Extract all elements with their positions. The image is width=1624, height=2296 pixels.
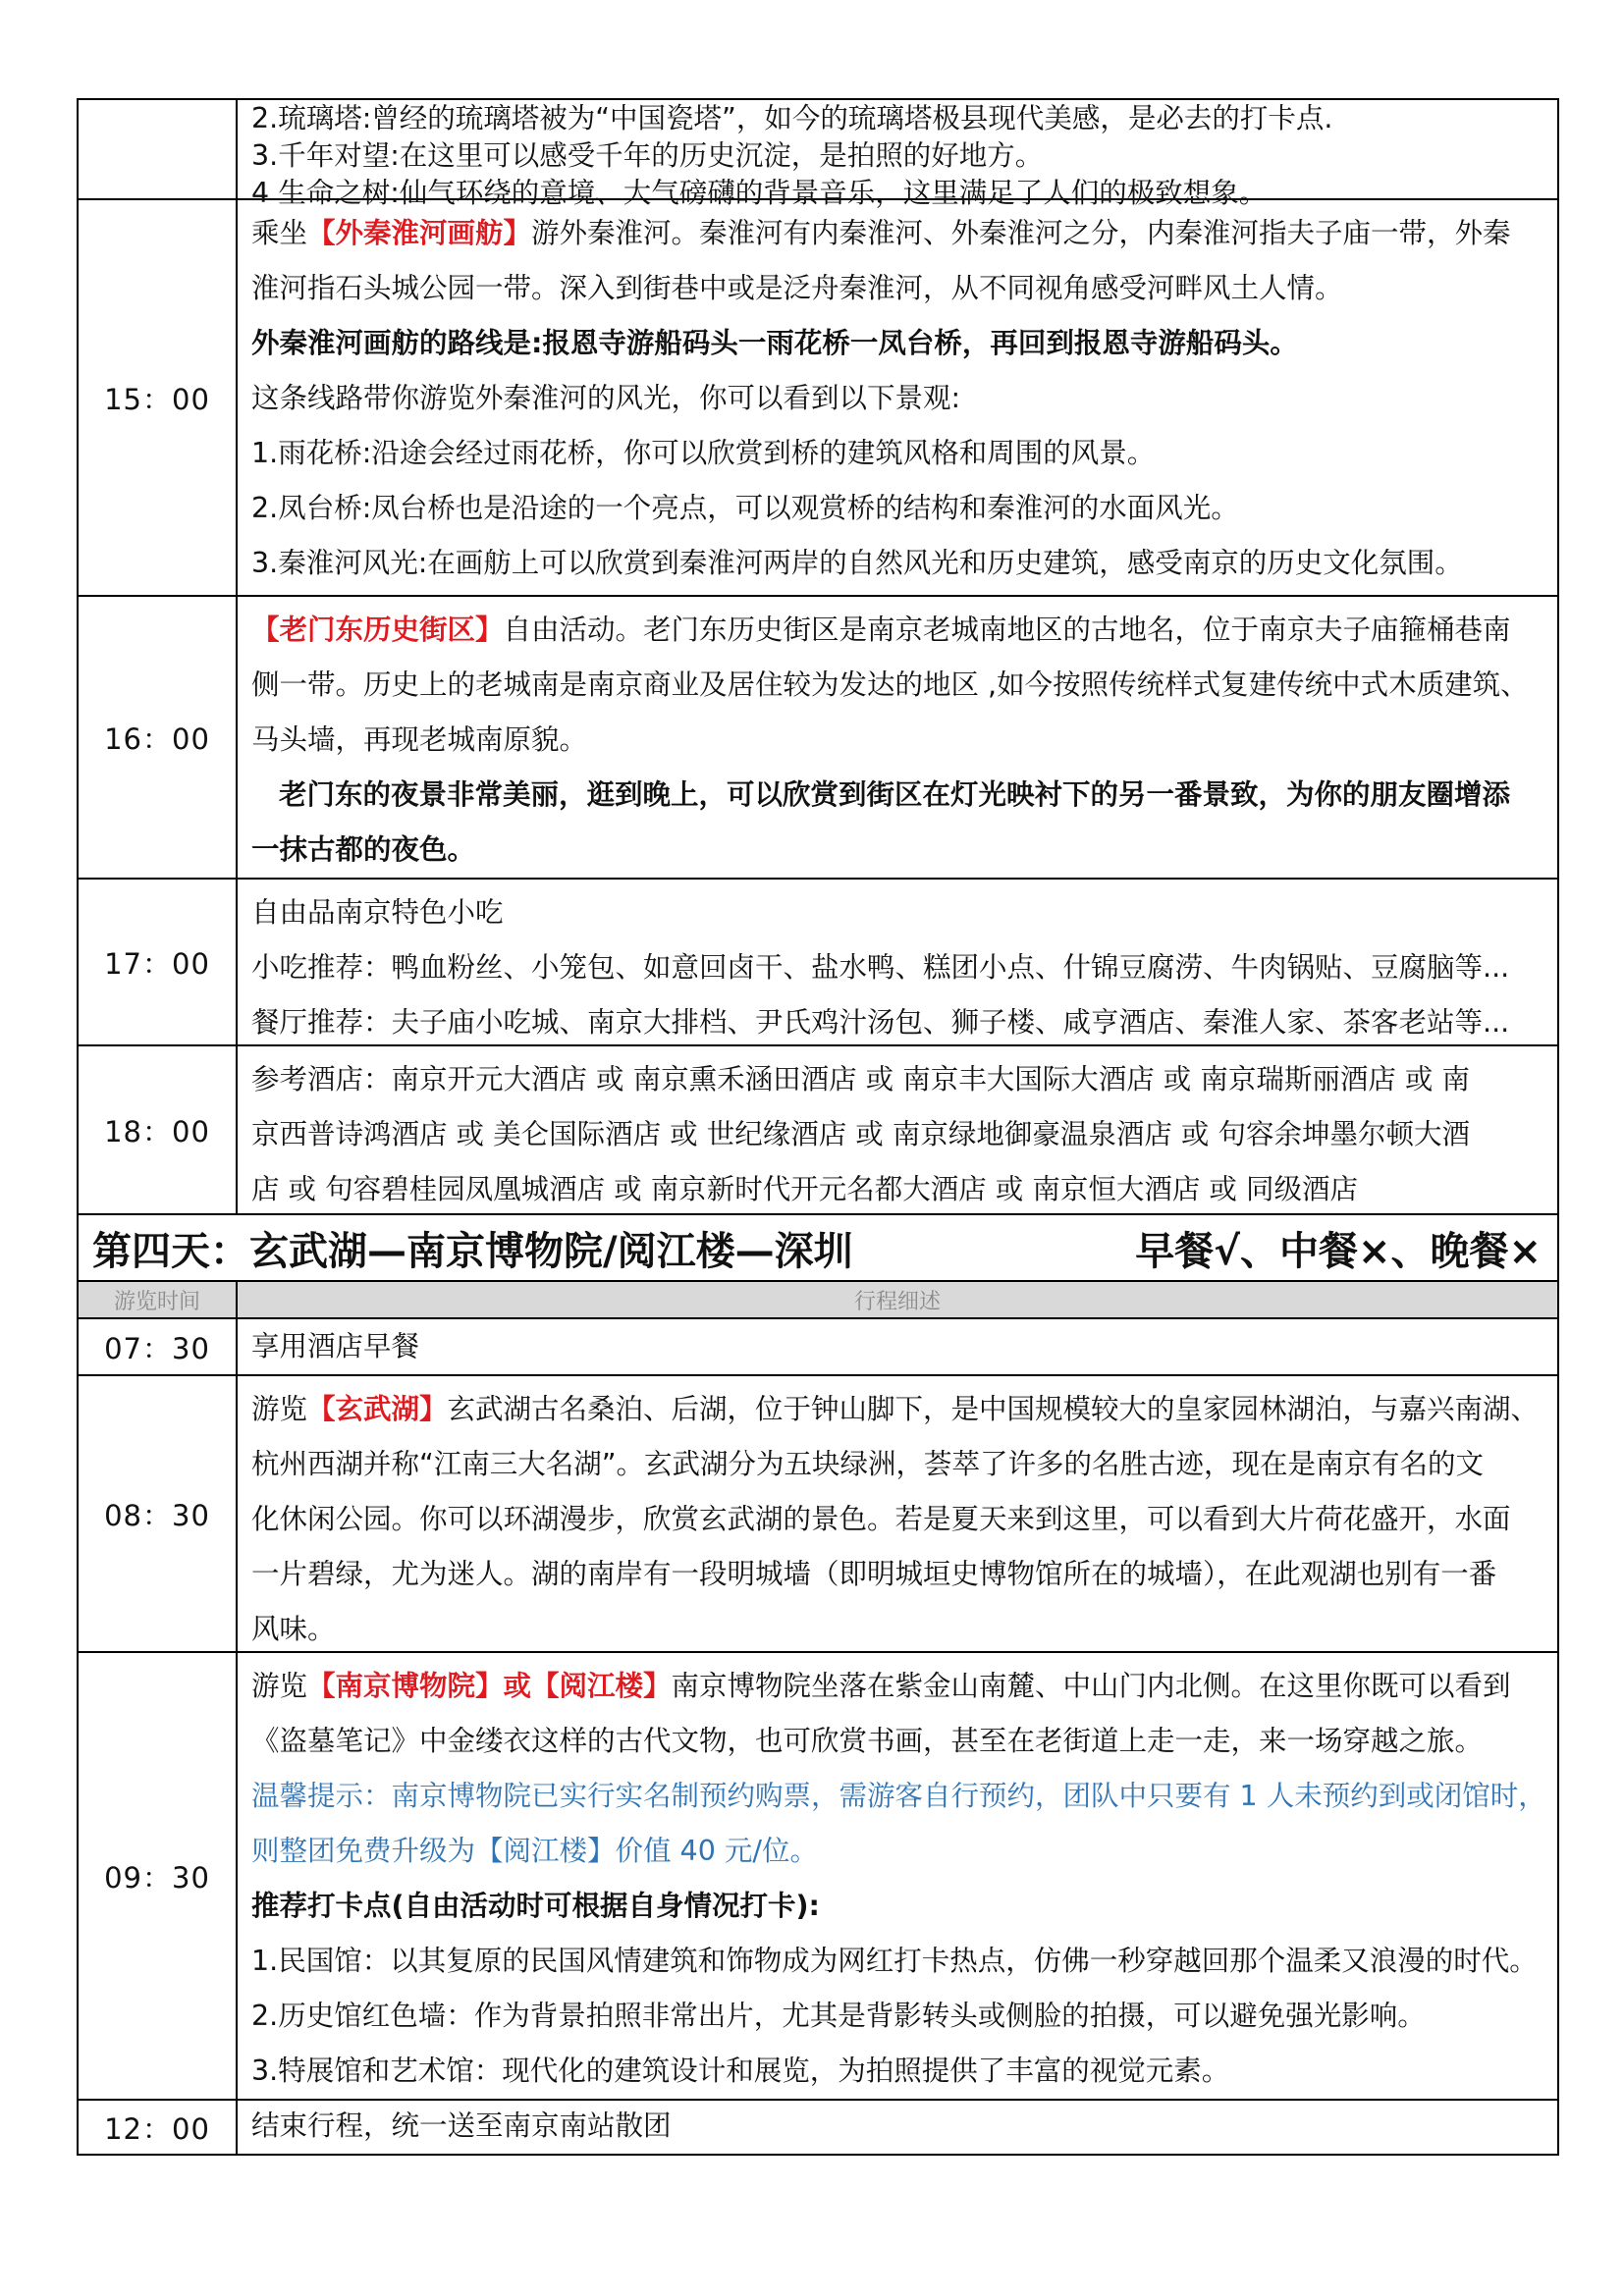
highlight-place: 【南京博物院】或【阅江楼】 — [307, 1670, 672, 1702]
table-row-0830 — [79, 1374, 1557, 1651]
text-line: 享用酒店早餐 — [251, 1330, 420, 1362]
text-line: 《盗墓笔记》中金缕衣这样的古代文物，也可欣赏书画，甚至在老街道上走一走，来一场穿越之旅。 — [251, 1725, 1484, 1757]
notice-line: 则整团免费升级为【阅江楼】价值 40 元/位。 — [251, 1835, 818, 1867]
text-line: 2.历史馆红色墙：作为背景拍照非常出片，尤其是背影转头或侧脸的拍摄，可以避免强光影响。 — [251, 2000, 1426, 2032]
desc-cell — [238, 1046, 1557, 1213]
highlight-place: 【老门东历史街区】 — [251, 614, 504, 646]
text-line: 4 生命之树:仙气环绕的意境、大气磅礴的背景音乐，这里满足了人们的极致想象。 — [251, 177, 1268, 209]
desc-cell — [238, 597, 1557, 878]
text-line: 化休闲公园。你可以环湖漫步，欣赏玄武湖的景色。若是夏天来到这里，可以看到大片荷花盛开，水面 — [251, 1503, 1511, 1535]
text-line: 店 或 句容碧桂园凤凰城酒店 或 南京新时代开元名都大酒店 或 南京恒大酒店 或 同级酒店 — [251, 1173, 1358, 1205]
column-header — [79, 1280, 1557, 1317]
column-header-time: 游览时间 — [79, 1282, 238, 1317]
text-line: 马头墙，再现老城南原貌。 — [251, 723, 588, 756]
checkin-heading: 推荐打卡点(自由活动时可根据自身情况打卡): — [251, 1890, 820, 1922]
table-row-continuation — [79, 98, 1557, 209]
time-cell — [79, 100, 238, 198]
highlight-line: 一抹古都的夜色。 — [251, 833, 476, 866]
text-line: 3.千年对望:在这里可以感受千年的历史沉淀，是拍照的好地方。 — [251, 139, 1044, 172]
time-cell: 08：30 — [79, 1376, 238, 1651]
table-row-0930 — [79, 1651, 1557, 2099]
desc-cell — [238, 880, 1557, 1044]
highlight-line: 老门东的夜景非常美丽，逛到晚上，可以欣赏到街区在灯光映衬下的另一番景致，为你的朋友圈增添 — [279, 778, 1511, 811]
text-line: 1.民国馆：以其复原的民国风情建筑和饰物成为网红打卡热点，仿佛一秒穿越回那个温柔又浪漫的时代。 — [251, 1945, 1538, 1977]
text-line: 结束行程，统一送至南京南站散团 — [251, 2109, 672, 2142]
text-line: 1.雨花桥:沿途会经过雨花桥，你可以欣赏到桥的建筑风格和周围的风景。 — [251, 437, 1156, 469]
highlight-place: 【玄武湖】 — [307, 1393, 448, 1425]
text-line: 2.琉璃塔:曾经的琉璃塔被为“中国瓷塔”，如今的琉璃塔极县现代美感，是必去的打卡点. — [251, 102, 1333, 134]
itinerary-table — [77, 98, 1559, 2156]
time-cell: 17：00 — [79, 880, 238, 1044]
text-line: 侧一带。历史上的老城南是南京商业及居住较为发达的地区 ,如今按照传统样式复建传统中式木质建筑、 — [251, 668, 1529, 701]
table-row-1700 — [79, 878, 1557, 1044]
desc-cell — [238, 200, 1557, 595]
table-row-1200 — [79, 2099, 1557, 2154]
column-header-desc: 行程细述 — [853, 1289, 941, 1314]
desc-cell — [238, 1653, 1557, 2099]
route-line: 外秦淮河画舫的路线是:报恩寺游船码头一雨花桥一凤台桥，再回到报恩寺游船码头。 — [251, 327, 1298, 359]
text-line: 游览【玄武湖】玄武湖古名桑泊、后湖，位于钟山脚下，是中国规模较大的皇家园林湖泊，与嘉兴南湖、 — [251, 1393, 1540, 1425]
text-line: 参考酒店：南京开元大酒店 或 南京熏禾涵田酒店 或 南京丰大国际大酒店 或 南京瑞斯丽酒店 或 南 — [251, 1063, 1470, 1095]
text-line: 【老门东历史街区】自由活动。老门东历史街区是南京老城南地区的古地名，位于南京夫子庙箍桶巷南 — [251, 614, 1511, 646]
text-line: 游览【南京博物院】或【阅江楼】南京博物院坐落在紫金山南麓、中山门内北侧。在这里你既可以看到 — [251, 1670, 1511, 1702]
meal-info: 早餐√、中餐×、晚餐× — [1135, 1228, 1542, 1274]
text-line: 餐厅推荐：夫子庙小吃城、南京大排档、尹氏鸡汁汤包、狮子楼、咸亨酒店、秦淮人家、茶客老站等... — [251, 1006, 1510, 1039]
text-line: 3.秦淮河风光:在画舫上可以欣赏到秦淮河两岸的自然风光和历史建筑，感受南京的历史文化氛围。 — [251, 547, 1463, 579]
text-line: 小吃推荐：鸭血粉丝、小笼包、如意回卤干、盐水鸭、糕团小点、什锦豆腐涝、牛肉锅贴、豆腐脑等... — [251, 951, 1510, 984]
time-cell: 18：00 — [79, 1046, 238, 1213]
table-row-1500 — [79, 198, 1557, 595]
text-line: 杭州西湖并称“江南三大名湖”。玄武湖分为五块绿洲，荟萃了许多的名胜古迹，现在是南京有名的文 — [251, 1448, 1485, 1480]
text-line: 乘坐【外秦淮河画舫】游外秦淮河。秦淮河有内秦淮河、外秦淮河之分，内秦淮河指夫子庙一带，外秦 — [251, 217, 1511, 249]
notice-line: 温馨提示：南京博物院已实行实名制预约购票，需游客自行预约，团队中只要有 1 人未预约到或闭馆时， — [251, 1780, 1546, 1812]
text-line: 自由品南京特色小吃 — [251, 896, 504, 929]
table-row-0730 — [79, 1317, 1557, 1374]
text-line: 风味。 — [251, 1613, 336, 1645]
table-row-1800 — [79, 1044, 1557, 1213]
text-line: 淮河指石头城公园一带。深入到街巷中或是泛舟秦淮河，从不同视角感受河畔风土人情。 — [251, 272, 1343, 304]
text-line: 3.特展馆和艺术馆：现代化的建筑设计和展览，为拍照提供了丰富的视觉元素。 — [251, 2055, 1230, 2087]
table-row-1600 — [79, 595, 1557, 878]
time-cell: 15：00 — [79, 200, 238, 595]
text-line: 这条线路带你游览外秦淮河的风光，你可以看到以下景观: — [251, 382, 961, 414]
text-line: 京西普诗鸿酒店 或 美仑国际酒店 或 世纪缘酒店 或 南京绿地御豪温泉酒店 或 句容余坤墨尔顿大酒 — [251, 1118, 1470, 1150]
desc-cell — [238, 100, 1557, 209]
time-cell: 07：30 — [79, 1319, 238, 1374]
desc-cell — [238, 2101, 1557, 2154]
day-header — [79, 1213, 1557, 1280]
highlight-place: 【外秦淮河画舫】 — [307, 217, 532, 249]
time-cell: 16：00 — [79, 597, 238, 878]
desc-cell — [238, 1319, 1557, 1374]
time-cell: 12：00 — [79, 2101, 238, 2154]
desc-cell — [238, 1376, 1557, 1651]
text-line: 一片碧绿，尤为迷人。湖的南岸有一段明城墙（即明城垣史博物馆所在的城墙），在此观湖也别有一番 — [251, 1558, 1497, 1590]
time-cell: 09：30 — [79, 1653, 238, 2099]
text-line: 2.凤台桥:凤台桥也是沿途的一个亮点，可以观赏桥的结构和秦淮河的水面风光。 — [251, 492, 1239, 524]
day-title: 第四天：玄武湖—南京博物院/阅江楼—深圳 — [92, 1228, 853, 1274]
